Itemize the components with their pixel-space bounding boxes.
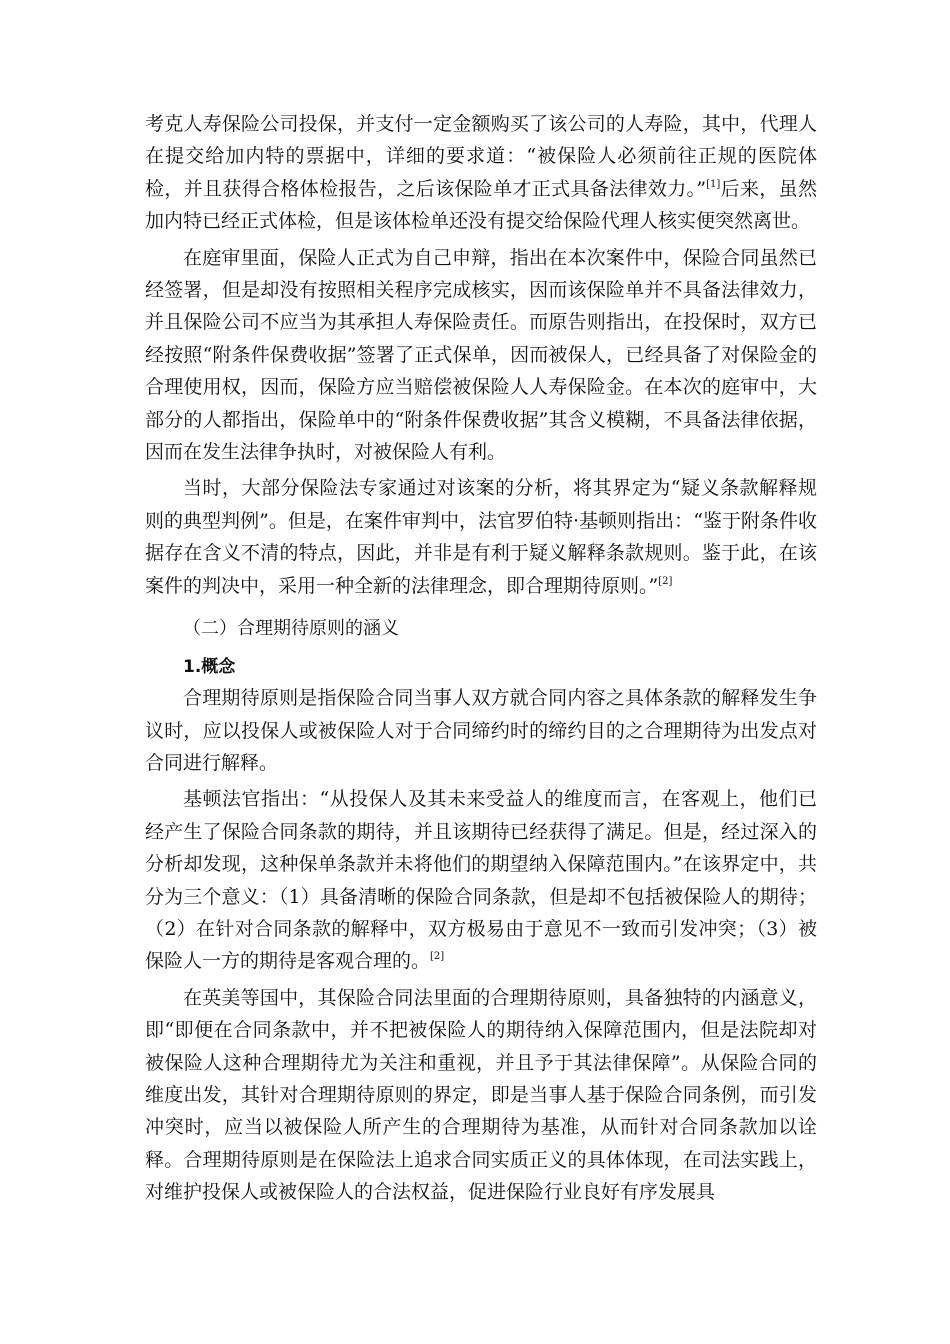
document-body — [145, 108, 817, 1209]
citation-ref-2: [2] — [658, 575, 673, 587]
paragraph-expert-analysis: 当时，大部分保险法专家通过对该案的分析，将其界定为“疑义条款解释规则的典型判例”。但是，在案件审判中，法官罗伯特·基顿则指出：“鉴于附条件收据存在含义不清的特点，因此，并非是有利于疑义解释条款规则。鉴于此，在该案件的判决中，采用一种全新的法律理念，即合理期待原则。”[2] — [145, 477, 817, 597]
section-heading: （二）合理期待原则的涵义 — [183, 618, 399, 640]
paragraph-judge-keeton: 基顿法官指出：“从投保人及其未来受益人的维度而言，在客观上，他们已经产生了保险合同条款的期待，并且该期待已经获得了满足。但是，经过深入的分析却发现，这种保单条款并未将他们的期望纳入保障范围内。”在该界定中，共分为三个意义：（1）具备清晰的保险合同条款，但是却不包括被保险人的期待；（2）在针对合同条款的解释中，双方极易由于意见不一致而引发冲突；（3）被保险人一方的期待是客观合理的。[2] — [145, 788, 817, 973]
citation-ref-2: [2] — [430, 951, 445, 963]
paragraph-case-facts: 考克人寿保险公司投保，并支付一定金额购买了该公司的人寿险，其中，代理人在提交给加内特的票据中，详细的要求道：“被保险人必须前往正规的医院体检，并且获得合格体检报告，之后该保险单才正式具备法律效力。”[1]后来，虽然加内特已经正式体检，但是该体检单还没有提交给保险代理人核实便突然离世。 — [145, 113, 817, 233]
paragraph-anglo-american-law: 在英美等国中，其保险合同法里面的合理期待原则，具备独特的内涵意义，即“即便在合同条款中，并不把被保险人的期待纳入保障范围内，但是法院却对被保险人这种合理期待尤为关注和重视，并且予于其法律保障”。从保险合同的维度出发，其针对合理期待原则的界定，即是当事人基于保险合同条例，而引发冲突时，应当以被保险人所产生的合理期待为基准，从而针对合同条款加以诠释。合理期待原则是在保险法上追求合同实质正义的具体体现，在司法实践上，对维护投保人或被保险人的合法权益，促进保险行业良好有序发展具 — [145, 986, 817, 1204]
subsection-heading: 1.概念 — [183, 657, 236, 678]
citation-ref-1: [1] — [706, 178, 721, 190]
paragraph-court-hearing: 在庭审里面，保险人正式为自己申辩，指出在本次案件中，保险合同虽然已经签署，但是却没有按照相关程序完成核实，因而该保险单并不具备法律效力，并且保险公司不应当为其承担人寿保险责任。而原告则指出，在投保时，双方已经按照“附条件保费收据”签署了正式保单，因而被保人，已经具备了对保险金的合理使用权，因而，保险方应当赔偿被保险人人寿保险金。在本次的庭审中，大部分的人都指出，保险单中的“附条件保费收据”其含义模糊，不具备法律依据，因而在发生法律争执时，对被保险人有利。 — [145, 246, 817, 464]
paragraph-concept-definition: 合理期待原则是指保险合同当事人双方就合同内容之具体条款的解释发生争议时，应以投保人或被保险人对于合同缔约时的缔约目的之合理期待为出发点对合同进行解释。 — [145, 687, 817, 774]
